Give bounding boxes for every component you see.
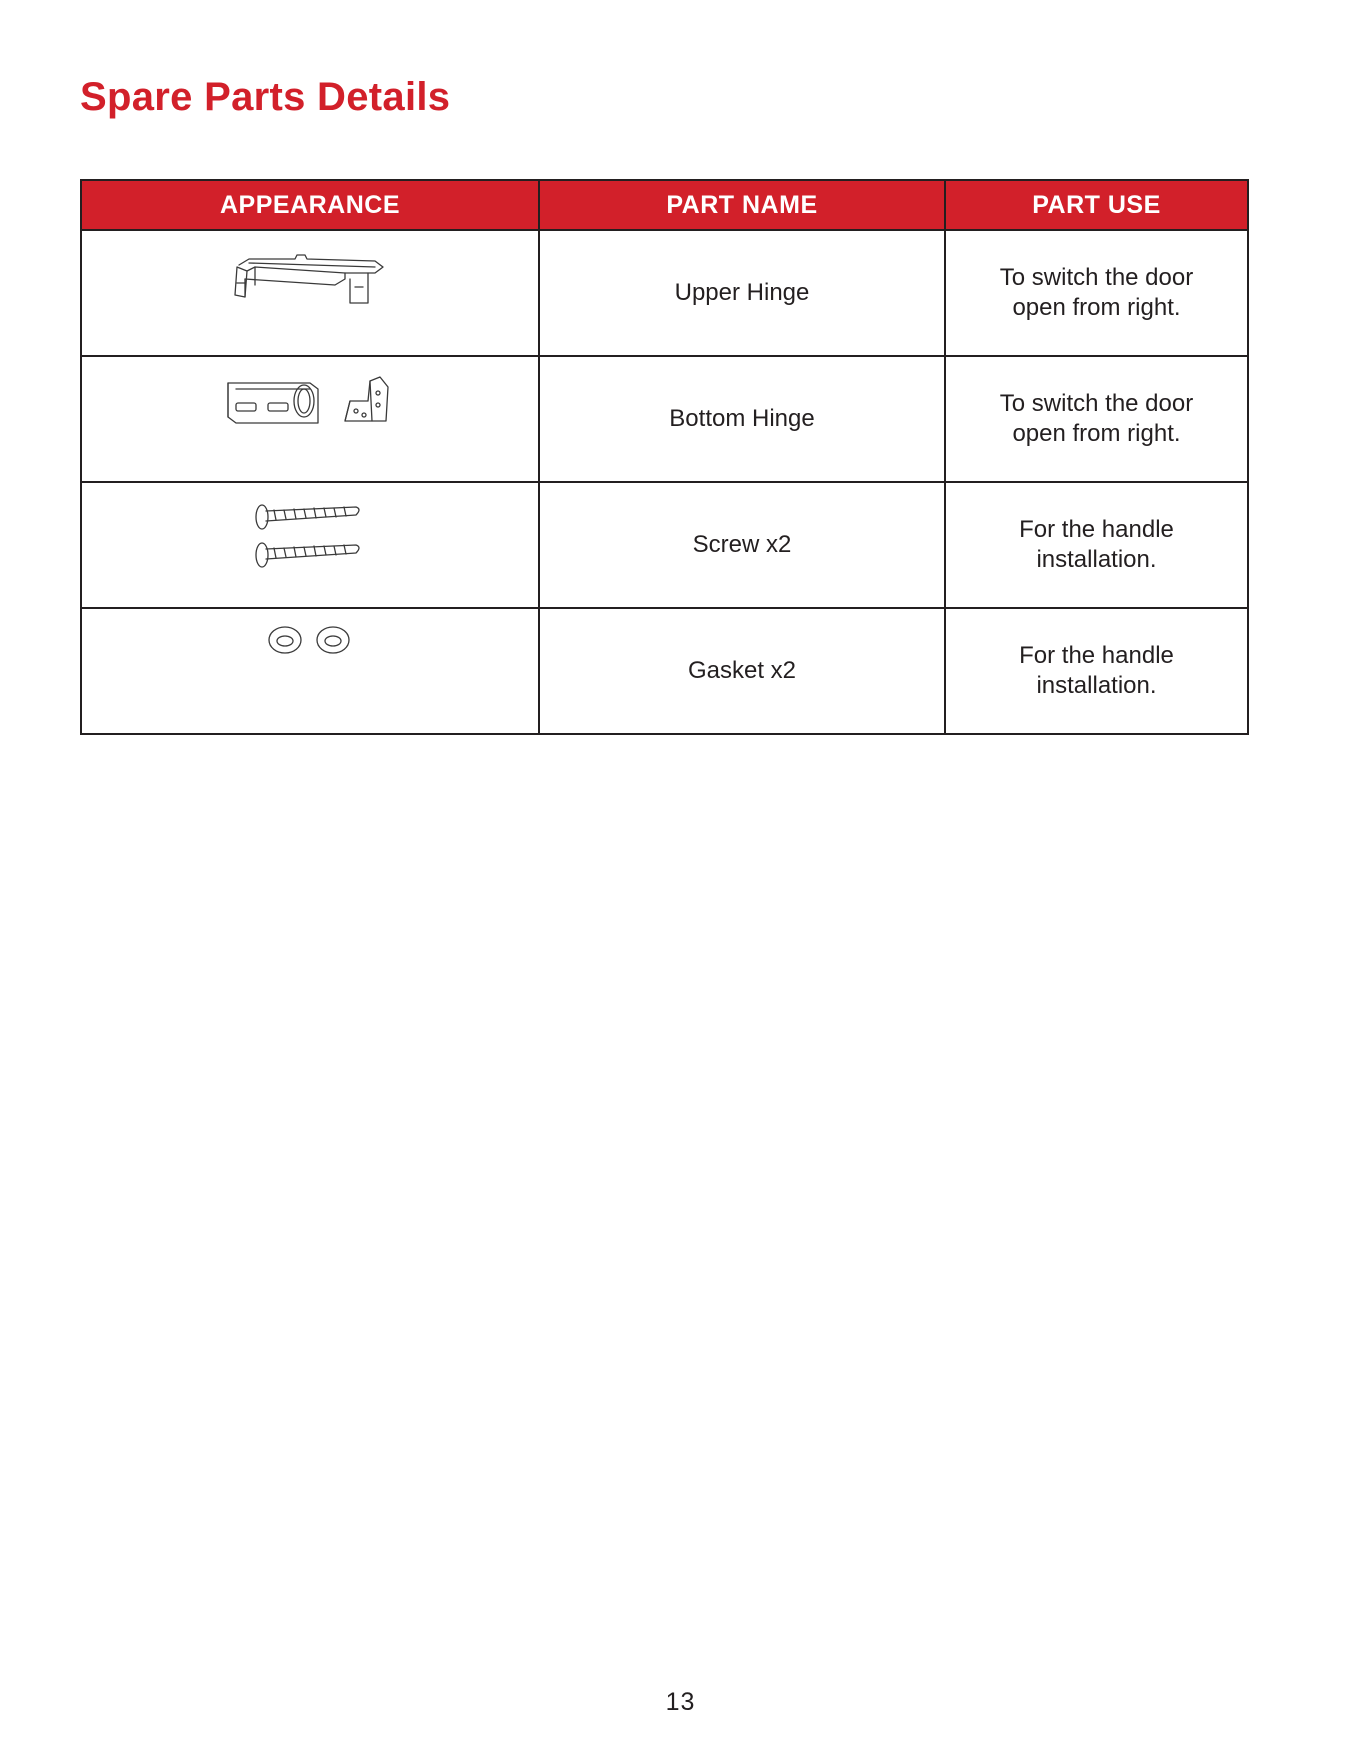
gasket-icon [265, 623, 355, 657]
part-use-text: For the handle installation. [1019, 516, 1174, 573]
part-use-cell [945, 608, 1248, 734]
bottom-hinge-icon [220, 371, 400, 433]
page-title: Spare Parts Details [80, 75, 451, 119]
part-use-text: To switch the door open from right. [999, 390, 1194, 447]
page-number: 13 [665, 1688, 696, 1716]
upper-hinge-icon [225, 245, 395, 315]
table-row [81, 230, 1248, 356]
part-name-text: Screw x2 [692, 531, 792, 558]
appearance-cell [81, 230, 539, 356]
part-name-text: Bottom Hinge [669, 405, 815, 432]
spare-parts-table [80, 179, 1249, 735]
part-name-cell [539, 230, 945, 356]
part-name-cell [539, 356, 945, 482]
screw-icon [250, 497, 370, 573]
part-name-text: Gasket x2 [687, 657, 797, 684]
header-part-name: PART NAME [539, 180, 945, 230]
part-name-text: Upper Hinge [674, 279, 810, 306]
part-use-cell [945, 230, 1248, 356]
header-part-use: PART USE [945, 180, 1248, 230]
part-name-cell [539, 608, 945, 734]
part-use-text: To switch the door open from right. [999, 264, 1194, 321]
header-appearance: APPEARANCE [81, 180, 539, 230]
table-row [81, 608, 1248, 734]
part-use-text: For the handle installation. [1019, 642, 1174, 699]
part-use-cell [945, 482, 1248, 608]
part-use-cell [945, 356, 1248, 482]
part-name-cell [539, 482, 945, 608]
table-row [81, 356, 1248, 482]
appearance-cell [81, 356, 539, 482]
appearance-cell [81, 482, 539, 608]
table-header-row [81, 180, 1248, 230]
table-row [81, 482, 1248, 608]
appearance-cell [81, 608, 539, 734]
